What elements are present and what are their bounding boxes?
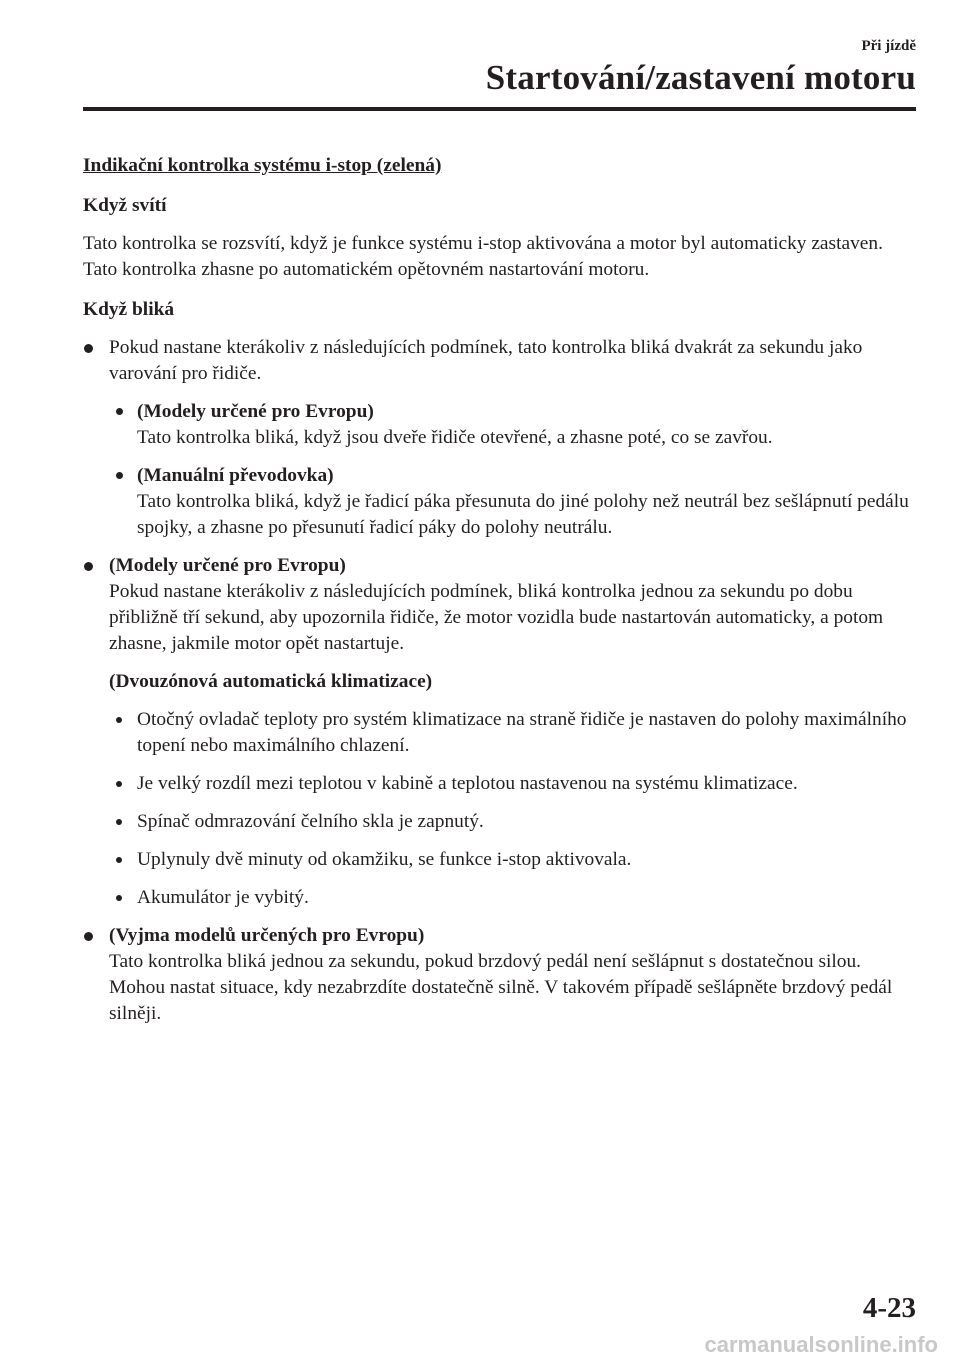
bullet-label: (Vyjma modelů určených pro Evropu) <box>109 925 425 946</box>
condition-item <box>83 885 918 911</box>
bullet-dot-icon <box>116 408 123 415</box>
sub-bullet-item <box>83 463 918 541</box>
blink-heading: Když bliká <box>83 299 175 320</box>
sub-bullet-label: (Manuální převodovka) <box>137 465 334 486</box>
bullet-text: Pokud nastane kterákoliv z následujících podmínek, tato kontrolka bliká dvakrát za sekundu jako varování pro řidiče. <box>109 337 863 384</box>
condition-text: Otočný ovladač teploty pro systém klimatizace na straně řidiče je nastaven do polohy maximálního topení nebo maximálního chlazení. <box>137 709 907 756</box>
bullet-item-2 <box>83 553 918 657</box>
sub-bullet-item <box>83 399 918 451</box>
section-title: Indikační kontrolka systému i-stop (zelená) <box>83 155 442 176</box>
bullet-dot-icon <box>84 562 93 571</box>
condition-text: Je velký rozdíl mezi teplotou v kabině a teplotou nastavenou na systému klimatizace. <box>137 773 798 794</box>
bullet-dot-icon <box>84 932 93 941</box>
bullet-dot-icon <box>116 781 122 787</box>
watermark: carmanualsonline.info <box>704 1332 938 1357</box>
page-title: Startování/zastavení motoru <box>485 58 916 97</box>
bullet-text: Pokud nastane kterákoliv z následujících podmínek, bliká kontrolka jednou za sekundu po dobu přibližně tří sekund, aby upozornila řidiče, že motor vozidla bude nastartován automaticky, a potom zhasne, jakmile motor opět nastartuje. <box>109 581 884 654</box>
sub-bullet-text: Tato kontrolka bliká, když je řadicí páka přesunuta do jiné polohy než neutrál bez sešlápnutí pedálu spojky, a zhasne po přesunutí řadicí páky do polohy neutrálu. <box>137 491 909 538</box>
bullet-dot-icon <box>116 895 122 901</box>
condition-text: Spínač odmrazování čelního skla je zapnutý. <box>137 811 484 832</box>
bullet-text: Tato kontrolka bliká jednou za sekundu, pokud brzdový pedál není sešlápnut s dostatečnou silou. Mohou nastat situace, kdy nezabrzdíte dostatečně silně. V takovém případě sešlápněte brzdový pedál silněji. <box>109 951 893 1024</box>
condition-text: Akumulátor je vybitý. <box>137 887 309 908</box>
page-number: 4-23 <box>862 1292 916 1324</box>
bullet-item-3 <box>83 923 918 1027</box>
condition-item <box>83 809 918 835</box>
sub-bullet-label: (Modely určené pro Evropu) <box>137 401 374 422</box>
lit-text: Tato kontrolka se rozsvítí, když je funkce systému i-stop aktivována a motor byl automaticky zastaven. Tato kontrolka zhasne po automatickém opětovném nastartování motoru. <box>83 233 883 280</box>
bullet-dot-icon <box>116 857 122 863</box>
bullet-dot-icon <box>116 472 123 479</box>
bullet-dot-icon <box>116 819 122 825</box>
condition-item <box>83 707 918 759</box>
climate-subheading: (Dvouzónová automatická klimatizace) <box>109 671 433 692</box>
lit-heading: Když svítí <box>83 195 167 216</box>
bullet-dot-icon <box>116 717 122 723</box>
condition-item <box>83 771 918 797</box>
running-header-section: Při jízdě <box>861 38 916 54</box>
condition-text: Uplynuly dvě minuty od okamžiku, se funkce i-stop aktivovala. <box>137 849 632 870</box>
sub-bullet-text: Tato kontrolka bliká, když jsou dveře řidiče otevřené, a zhasne poté, co se zavřou. <box>137 427 773 448</box>
page-content <box>83 153 918 1039</box>
condition-item <box>83 847 918 873</box>
bullet-item-1 <box>83 335 918 387</box>
header-rule <box>83 107 916 111</box>
bullet-label: (Modely určené pro Evropu) <box>109 555 346 576</box>
bullet-dot-icon <box>84 344 93 353</box>
